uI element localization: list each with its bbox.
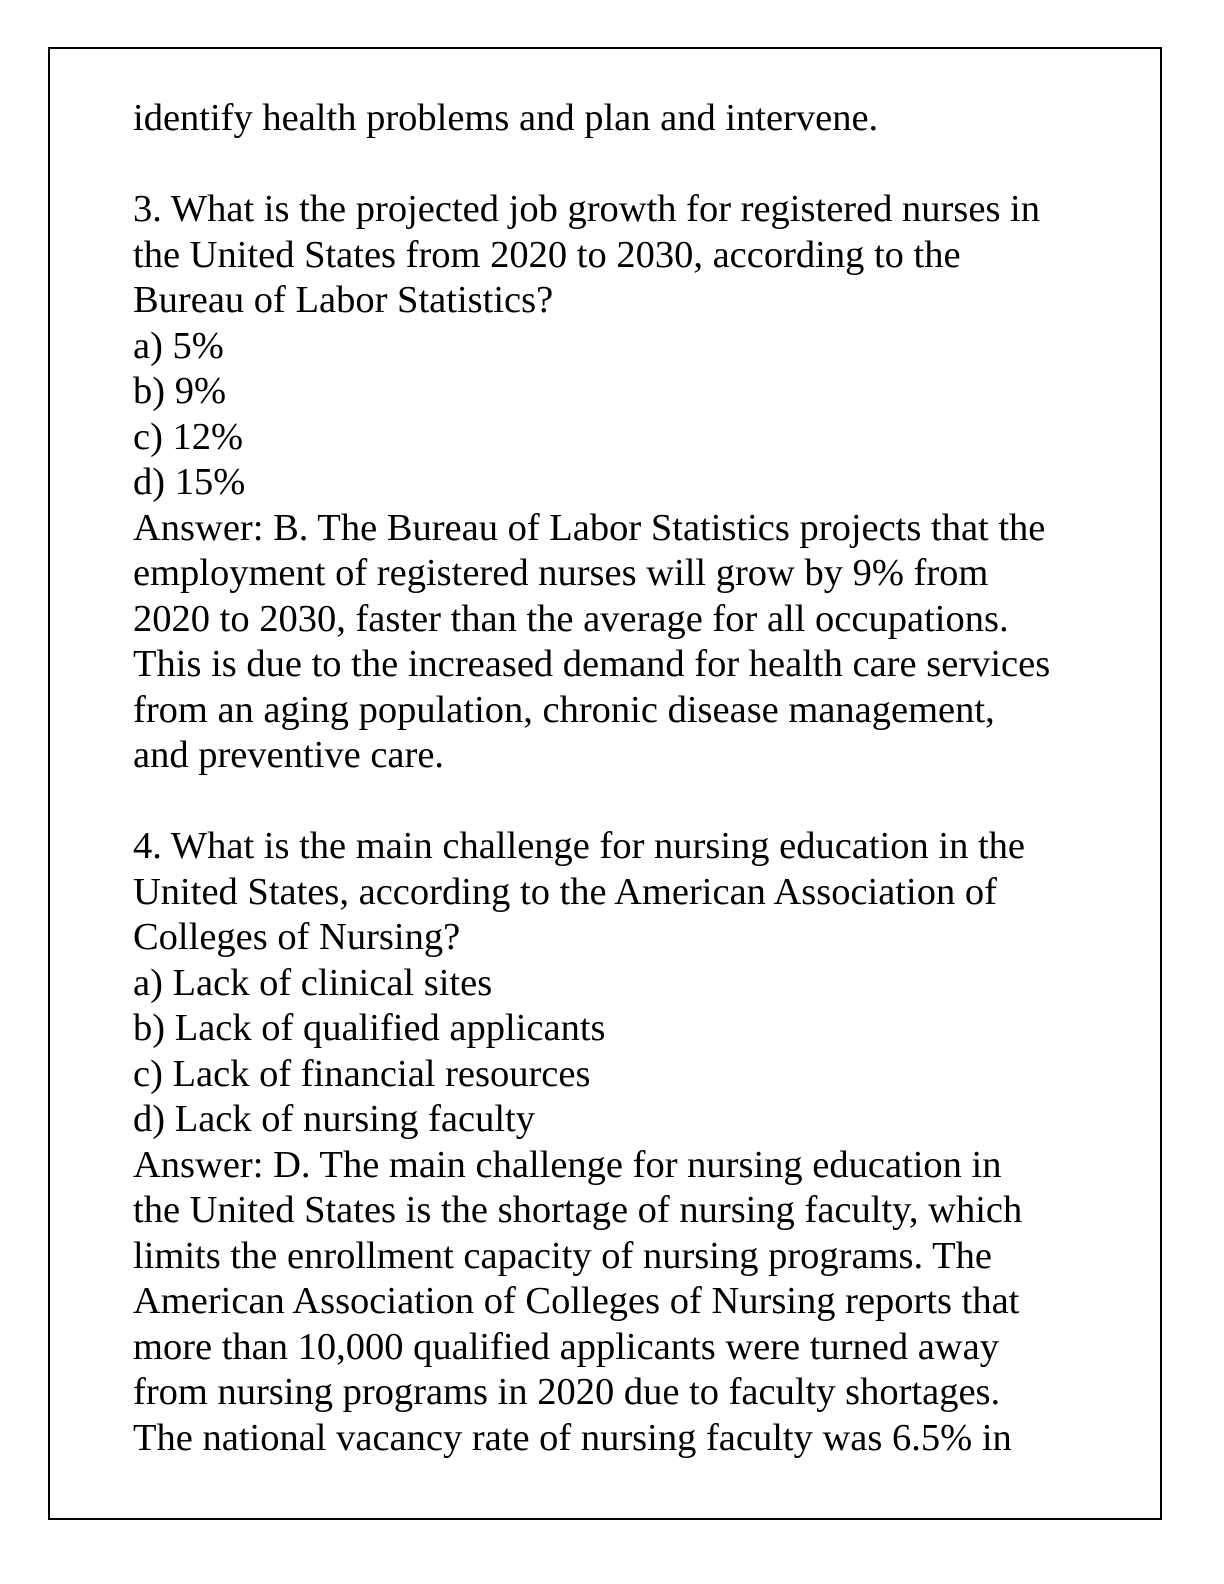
question-3-option-d: d) 15% (133, 461, 246, 503)
question-4-answer-line-4: American Association of Colleges of Nursing reports that (133, 1280, 1020, 1322)
question-4-option-a: a) Lack of clinical sites (133, 961, 493, 1004)
question-4-answer-line-2: the United States is the shortage of nursing faculty, which (133, 1189, 1023, 1231)
question-3-answer-line-4: This is due to the increased demand for health care services (133, 643, 1051, 685)
question-3-answer-line-2: employment of registered nurses will grow by 9% from (133, 552, 989, 594)
question-4-option-c: c) Lack of financial resources (133, 1052, 591, 1095)
question-4-text-line-3: Colleges of Nursing? (133, 916, 461, 958)
paragraph-spacer (133, 779, 1133, 825)
question-4-text-line-1: 4. What is the main challenge for nursing education in the (133, 825, 1026, 867)
question-4-option-b: b) Lack of qualified applicants (133, 1007, 606, 1049)
question-4-answer-line-7: The national vacancy rate of nursing faculty was 6.5% in (133, 1416, 1012, 1459)
question-4-option-d: d) Lack of nursing faculty (133, 1098, 535, 1140)
question-3-text-line-1: 3. What is the projected job growth for registered nurses in (133, 188, 1041, 230)
question-4-answer-line-6: from nursing programs in 2020 due to faculty shortages. (133, 1371, 1001, 1413)
question-3-answer-line-6: and preventive care. (133, 734, 445, 776)
question-3-answer-line-3: 2020 to 2030, faster than the average for all occupations. (133, 597, 1009, 640)
question-3-option-a: a) 5% (133, 324, 224, 367)
question-3 (133, 187, 1133, 779)
question-4-text-line-2: United States, according to the American Association of (133, 870, 997, 913)
question-3-option-c: c) 12% (133, 415, 244, 458)
question-3-text-line-2: the United States from 2020 to 2030, according to the (133, 233, 961, 276)
question-4-answer-line-1: Answer: D. The main challenge for nursing education in (133, 1143, 1002, 1186)
question-3-option-b: b) 9% (133, 370, 227, 412)
question-3-answer-line-1: Answer: B. The Bureau of Labor Statistics projects that the (133, 506, 1046, 549)
question-4 (133, 824, 1133, 1461)
question-3-text-line-3: Bureau of Labor Statistics? (133, 279, 554, 321)
paragraph-spacer (133, 142, 1133, 188)
document-body (133, 96, 1133, 1461)
question-3-answer-line-5: from an aging population, chronic disease management, (133, 688, 995, 731)
question-4-answer-line-5: more than 10,000 qualified applicants were turned away (133, 1325, 999, 1368)
intro-line: identify health problems and plan and intervene. (133, 97, 879, 139)
question-4-answer-line-3: limits the enrollment capacity of nursing programs. The (133, 1234, 992, 1277)
